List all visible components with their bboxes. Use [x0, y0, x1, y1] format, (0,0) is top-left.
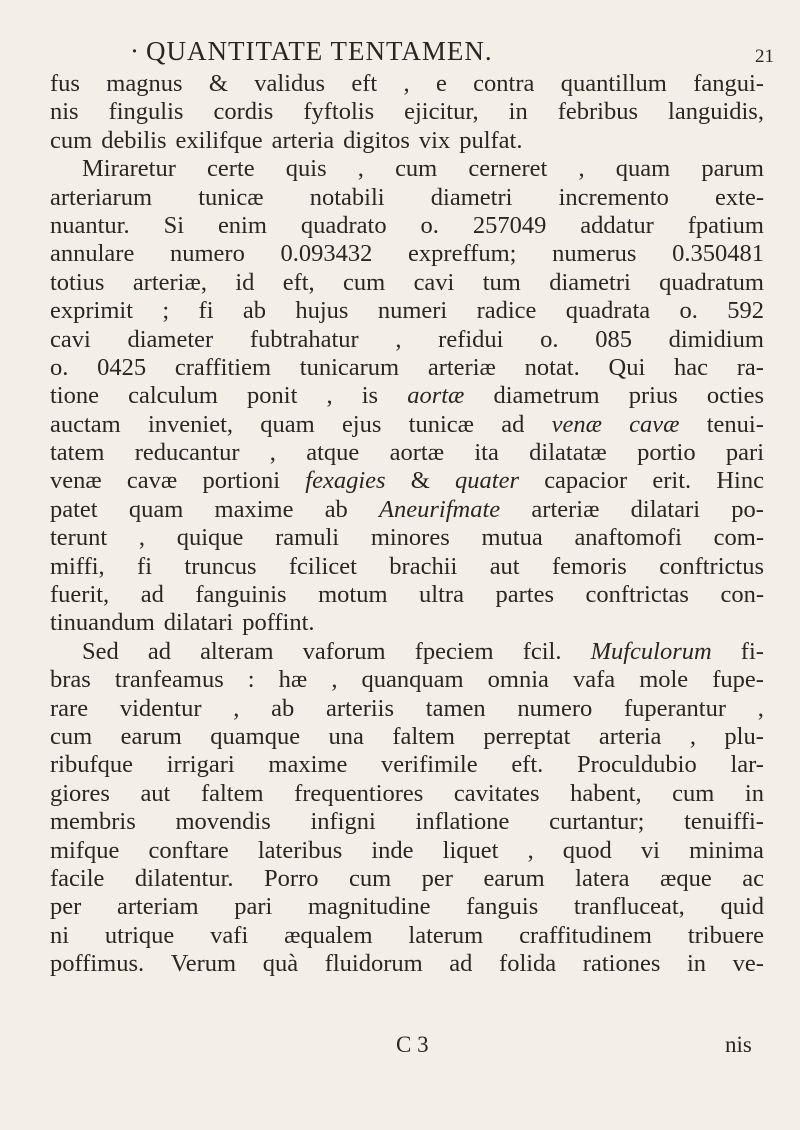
- word: fingulis: [108, 98, 184, 126]
- text-line: [50, 354, 764, 382]
- word: poffint.: [242, 609, 315, 637]
- word: octies: [706, 382, 764, 410]
- word: eft,: [282, 268, 315, 296]
- text-line: [50, 950, 764, 978]
- word: cavitates: [453, 779, 540, 807]
- word: conftare: [148, 836, 229, 864]
- word: infigni: [310, 808, 376, 836]
- word: fubtrahatur: [249, 325, 359, 353]
- word: debilis: [101, 126, 167, 154]
- text-line: [50, 581, 764, 609]
- running-head-title: QUANTITATE TENTAMEN.: [146, 36, 493, 66]
- word: inflatione: [415, 808, 510, 836]
- word: craffitiem: [174, 353, 272, 381]
- word: o.: [540, 325, 559, 353]
- text-line: [50, 98, 764, 126]
- word: fuerit,: [50, 581, 110, 609]
- word: certe: [207, 155, 255, 183]
- word: portio: [637, 439, 696, 467]
- word: tum: [482, 268, 521, 296]
- word: in: [508, 98, 528, 126]
- word: ;: [162, 297, 170, 325]
- word: febribus: [557, 98, 639, 126]
- word: fupe-: [712, 666, 764, 694]
- word: ,: [527, 836, 534, 864]
- word: quis: [285, 155, 327, 183]
- word: ,: [326, 382, 333, 410]
- word: calculum: [128, 382, 218, 410]
- word: capacior: [544, 467, 628, 495]
- word: tenuiffi-: [684, 808, 764, 836]
- text-line: [50, 751, 764, 779]
- word: terunt: [50, 524, 108, 552]
- text-line: [50, 638, 764, 666]
- word: craffitudinem: [519, 921, 652, 949]
- catchword: nis: [725, 1032, 752, 1057]
- text-line: [50, 269, 764, 297]
- word: auctam: [50, 410, 121, 438]
- text-line: [50, 439, 764, 467]
- word: liquet: [442, 836, 499, 864]
- word: Miraretur: [82, 155, 176, 183]
- word: lateribus: [257, 836, 343, 864]
- word: nis: [50, 98, 79, 126]
- word: per: [50, 893, 82, 921]
- word: quam: [615, 155, 671, 183]
- word: aortæ: [389, 439, 445, 467]
- word: quadrata: [565, 297, 651, 325]
- word: tranfeamus: [114, 666, 224, 694]
- text-line: [50, 127, 764, 155]
- word: ad: [140, 581, 164, 609]
- word: vi: [640, 836, 660, 864]
- word: tinuandum: [50, 609, 155, 637]
- text-line: [50, 609, 764, 637]
- word: notabili: [309, 183, 385, 211]
- text-line: [50, 524, 764, 552]
- running-head-mark: ·: [130, 36, 140, 66]
- word: tranfluceat,: [573, 893, 685, 921]
- word: cavæ: [126, 467, 178, 495]
- word: reducantur: [134, 439, 240, 467]
- text-line: [50, 723, 764, 751]
- word: patet: [50, 495, 98, 523]
- word: exte-: [715, 183, 764, 211]
- word: inde: [371, 836, 414, 864]
- word: venæ: [551, 410, 602, 438]
- word: :: [247, 666, 255, 694]
- word: incremento: [558, 183, 669, 211]
- word: giores: [50, 779, 110, 807]
- word: dilatentur.: [134, 864, 234, 892]
- word: 592: [727, 297, 764, 325]
- word: validus: [254, 70, 325, 97]
- text-line: [50, 326, 764, 354]
- word: prius: [628, 382, 678, 410]
- word: ribufque: [50, 751, 133, 779]
- word: ita: [474, 439, 499, 467]
- word: annulare: [50, 240, 135, 268]
- word: ,: [403, 70, 410, 97]
- word: eft: [351, 70, 378, 97]
- word: dilatari: [163, 609, 234, 637]
- word: fi: [198, 297, 214, 325]
- word: ,: [233, 694, 240, 722]
- text-line: [50, 212, 764, 240]
- word: magnitudine: [307, 893, 431, 921]
- word: hujus: [295, 297, 349, 325]
- word: vafa: [572, 666, 616, 694]
- word: o.: [50, 353, 69, 381]
- word: fpatium: [687, 211, 764, 239]
- word: latera: [575, 864, 630, 892]
- word: cum: [395, 155, 438, 183]
- word: cerneret: [468, 155, 548, 183]
- word: fanguis: [466, 893, 539, 921]
- word: fus: [50, 70, 80, 97]
- word: ,: [331, 666, 338, 694]
- word: fcilicet: [288, 552, 357, 580]
- word: Porro: [264, 864, 319, 892]
- word: ni: [50, 921, 70, 949]
- word: movendis: [175, 808, 271, 836]
- word: fyftolis: [303, 98, 375, 126]
- word: ultra: [419, 581, 464, 609]
- word: &: [410, 467, 430, 495]
- word: arteria: [598, 722, 662, 750]
- text-line: [50, 382, 764, 410]
- word: hac: [674, 353, 708, 381]
- word: dimidium: [668, 325, 764, 353]
- word: nuantur.: [50, 211, 130, 239]
- word: partes: [495, 581, 554, 609]
- word: ab: [242, 297, 266, 325]
- word: motum: [318, 581, 388, 609]
- word: contra: [473, 70, 535, 97]
- word: cavi: [413, 268, 455, 296]
- word: portioni: [202, 467, 281, 495]
- word: o.: [679, 297, 698, 325]
- text-line: [50, 496, 764, 524]
- word: com-: [713, 524, 764, 552]
- word: arteriis: [325, 694, 395, 722]
- word: quamque: [210, 722, 301, 750]
- word: atque: [306, 439, 360, 467]
- word: tamen: [425, 694, 486, 722]
- word: magnus: [106, 70, 183, 97]
- word: maxime: [214, 495, 294, 523]
- word: plu-: [724, 722, 764, 750]
- word: diametrum: [493, 382, 600, 410]
- running-head: [130, 36, 650, 64]
- word: addatur: [580, 211, 654, 239]
- word: Aneurifmate: [379, 495, 501, 523]
- word: laterum: [408, 921, 484, 949]
- word: exilifque: [175, 126, 263, 154]
- word: earum: [483, 864, 545, 892]
- text-line: [50, 184, 764, 212]
- word: ,: [269, 439, 276, 467]
- word: conftrictas: [585, 581, 689, 609]
- word: frequentiores: [294, 779, 424, 807]
- word: venæ: [50, 467, 102, 495]
- word: folida: [499, 950, 557, 978]
- word: earum: [120, 722, 182, 750]
- word: truncus: [184, 552, 257, 580]
- word: diametri: [430, 183, 513, 211]
- word: minores: [370, 524, 450, 552]
- word: radice: [476, 297, 537, 325]
- body-text: [50, 70, 764, 979]
- word: mutua: [481, 524, 543, 552]
- word: erit.: [652, 467, 692, 495]
- word: quadratum: [659, 268, 764, 296]
- word: o.: [420, 211, 439, 239]
- word: ve-: [732, 950, 764, 978]
- word: verifimile: [381, 751, 478, 779]
- word: ,: [757, 694, 764, 722]
- word: is: [361, 382, 379, 410]
- word: Qui: [608, 353, 646, 381]
- word: 0.350481: [672, 240, 764, 268]
- word: quique: [176, 524, 244, 552]
- word: faltem: [200, 779, 264, 807]
- word: ra-: [736, 353, 764, 381]
- word: omnia: [487, 666, 549, 694]
- word: cum: [343, 268, 386, 296]
- word: alteram: [200, 637, 274, 665]
- word: habent,: [570, 779, 642, 807]
- word: diametri: [549, 268, 631, 296]
- word: ejicitur,: [404, 98, 479, 126]
- word: fexagies: [305, 467, 386, 495]
- text-line: [50, 780, 764, 808]
- word: pari: [725, 439, 764, 467]
- word: conftrictus: [659, 552, 764, 580]
- word: totius: [50, 268, 105, 296]
- word: ,: [357, 155, 364, 183]
- word: arteriarum: [50, 183, 153, 211]
- word: Sed: [82, 637, 119, 665]
- text-line: [50, 155, 764, 183]
- word: tunicæ: [408, 410, 474, 438]
- word: numero: [517, 694, 593, 722]
- footer-line: [0, 1032, 800, 1062]
- word: Si: [163, 211, 184, 239]
- word: quod: [562, 836, 612, 864]
- word: pari: [234, 893, 273, 921]
- word: numeri: [377, 297, 448, 325]
- word: perreptat: [483, 722, 571, 750]
- word: eft.: [511, 751, 544, 779]
- word: 257049: [472, 211, 547, 239]
- word: vix: [418, 126, 451, 154]
- word: minima: [689, 836, 764, 864]
- word: bras: [50, 666, 91, 694]
- word: hæ: [278, 666, 308, 694]
- word: maxime: [268, 751, 348, 779]
- text-line: [50, 553, 764, 581]
- word: ejus: [341, 410, 382, 438]
- word: numerus: [552, 240, 637, 268]
- word: ,: [578, 155, 585, 183]
- word: tatem: [50, 439, 105, 467]
- word: mole: [639, 666, 689, 694]
- word: poffimus.: [50, 950, 145, 978]
- word: ad: [147, 637, 171, 665]
- word: cavæ: [629, 410, 680, 438]
- word: arteriæ: [531, 495, 600, 523]
- word: una: [328, 722, 364, 750]
- word: fcil.: [522, 637, 562, 665]
- word: vaforum: [302, 637, 386, 665]
- word: 0.093432: [280, 240, 373, 268]
- word: e: [435, 70, 447, 97]
- text-line: [50, 70, 764, 98]
- word: aut: [489, 552, 520, 580]
- word: fuperantur: [623, 694, 727, 722]
- word: tunicarum: [299, 353, 400, 381]
- word: rationes: [582, 950, 661, 978]
- text-line: [50, 411, 764, 439]
- word: quam: [260, 410, 315, 438]
- word: inveniet,: [147, 410, 234, 438]
- word: po-: [731, 495, 764, 523]
- word: tunicæ: [198, 183, 264, 211]
- word: quid: [720, 893, 764, 921]
- word: cum: [348, 864, 392, 892]
- word: quanquam: [361, 666, 464, 694]
- word: Proculdubio: [576, 751, 697, 779]
- text-line: [50, 240, 764, 268]
- text-line: [50, 467, 764, 495]
- word: ac: [742, 864, 764, 892]
- word: ,: [395, 325, 402, 353]
- word: tribuere: [687, 921, 764, 949]
- text-line: [50, 922, 764, 950]
- word: brachii: [389, 552, 458, 580]
- word: aortæ: [407, 382, 465, 410]
- word: per: [421, 864, 453, 892]
- word: parum: [701, 155, 764, 183]
- word: tione: [50, 382, 99, 410]
- word: arteriam: [116, 893, 199, 921]
- word: cum: [50, 126, 93, 154]
- word: notat.: [524, 353, 580, 381]
- word: lar-: [730, 751, 764, 779]
- word: pulfat.: [459, 126, 523, 154]
- word: curtantur;: [549, 808, 645, 836]
- word: æqualem: [284, 921, 373, 949]
- text-line: [50, 808, 764, 836]
- word: videntur: [119, 694, 202, 722]
- word: tenui-: [706, 410, 764, 438]
- word: cordis: [213, 98, 274, 126]
- word: fpeciem: [414, 637, 494, 665]
- word: ad: [501, 410, 525, 438]
- word: anaftomofi: [574, 524, 682, 552]
- word: fi-: [740, 637, 764, 665]
- word: exprimit: [50, 297, 134, 325]
- word: ,: [689, 722, 696, 750]
- word: languidis,: [668, 98, 764, 126]
- word: dilatatæ: [529, 439, 607, 467]
- word: ab: [271, 694, 295, 722]
- word: fluidorum: [324, 950, 423, 978]
- text-line: [50, 865, 764, 893]
- text-line: [50, 837, 764, 865]
- word: con-: [720, 581, 764, 609]
- word: fangui-: [693, 70, 764, 97]
- word: faltem: [392, 722, 455, 750]
- word: rare: [50, 694, 89, 722]
- word: quam: [128, 495, 184, 523]
- text-line: [50, 297, 764, 325]
- word: facile: [50, 864, 105, 892]
- word: quantillum: [560, 70, 667, 97]
- word: &: [208, 70, 228, 97]
- word: in: [744, 779, 764, 807]
- word: arteriæ: [427, 353, 496, 381]
- word: arteriæ,: [132, 268, 207, 296]
- word: Verum: [170, 950, 237, 978]
- word: aut: [140, 779, 171, 807]
- word: ad: [449, 950, 473, 978]
- word: id: [235, 268, 255, 296]
- word: quater: [455, 467, 519, 495]
- word: in: [686, 950, 707, 978]
- word: numero: [170, 240, 245, 268]
- word: digitos: [343, 126, 410, 154]
- word: irrigari: [166, 751, 235, 779]
- word: fi: [137, 552, 153, 580]
- word: refidui: [438, 325, 504, 353]
- word: vafi: [210, 921, 249, 949]
- word: ponit: [247, 382, 298, 410]
- word: arteria: [271, 126, 335, 154]
- word: enim: [217, 211, 267, 239]
- word: 085: [595, 325, 632, 353]
- word: cavi: [50, 325, 91, 353]
- word: utrique: [104, 921, 175, 949]
- text-line: [50, 695, 764, 723]
- word: quà: [262, 950, 299, 978]
- word: membris: [50, 808, 136, 836]
- word: quadrato: [300, 211, 387, 239]
- word: cum: [50, 722, 93, 750]
- page-number: 21: [755, 46, 774, 67]
- word: cum: [672, 779, 715, 807]
- word: 0425: [97, 353, 147, 381]
- word: ramuli: [275, 524, 340, 552]
- word: ab: [324, 495, 348, 523]
- signature-mark: C 3: [396, 1032, 429, 1057]
- word: ,: [138, 524, 145, 552]
- word: mifque: [50, 836, 120, 864]
- word: fanguinis: [195, 581, 287, 609]
- word: æque: [660, 864, 712, 892]
- text-line: [50, 893, 764, 921]
- word: expreffum;: [408, 240, 517, 268]
- word: Mufculorum: [590, 637, 712, 665]
- word: Hinc: [716, 467, 764, 495]
- text-line: [50, 666, 764, 694]
- word: diameter: [127, 325, 214, 353]
- word: dilatari: [630, 495, 701, 523]
- word: miffi,: [50, 552, 105, 580]
- word: femoris: [552, 552, 627, 580]
